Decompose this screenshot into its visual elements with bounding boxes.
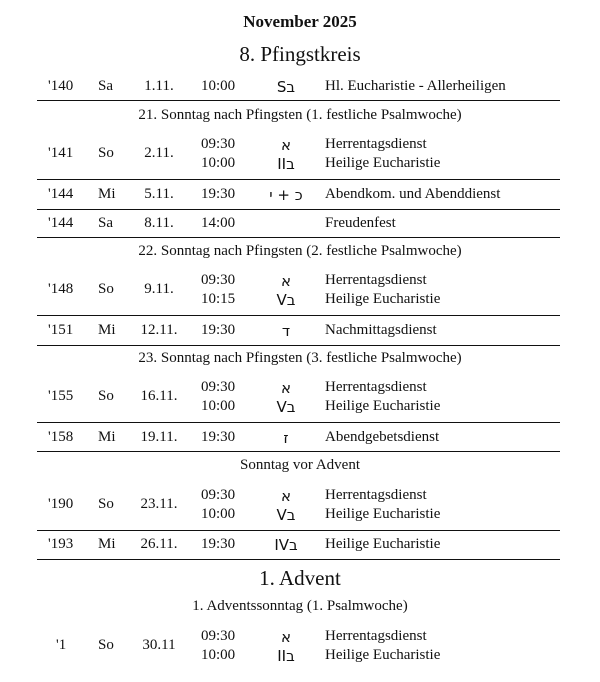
liturgy-symbol	[255, 291, 317, 310]
liturgy-symbol-text: בS	[276, 78, 296, 96]
service-number: '190	[48, 496, 74, 512]
date: 23.11.	[140, 496, 178, 512]
service-name: Abendkom. und Abenddienst	[325, 186, 501, 202]
liturgy-symbol-text: ז	[283, 429, 289, 447]
divider	[37, 315, 560, 316]
liturgy-symbol	[255, 136, 317, 155]
service-name: Heilige Eucharistie	[325, 398, 441, 414]
time: 09:30	[201, 379, 236, 395]
service-name: Heilige Eucharistie	[325, 536, 441, 552]
time: 19:30	[201, 429, 236, 445]
service-number: '193	[48, 536, 74, 552]
liturgy-symbol-text: בV	[276, 291, 296, 309]
service-name: Heilige Eucharistie	[325, 155, 441, 171]
week-title: 23. Sonntag nach Pfingsten (3. festliche Psalmwoche)	[138, 350, 462, 366]
liturgy-symbol	[255, 628, 317, 647]
liturgy-symbol-text: בV	[276, 398, 296, 416]
divider	[37, 345, 560, 346]
service-name: Abendgebetsdienst	[325, 429, 440, 445]
time: 10:00	[201, 647, 236, 663]
liturgy-symbol	[255, 322, 317, 341]
service-name: Herrentagsdienst	[325, 136, 427, 152]
service-name: Freudenfest	[325, 215, 396, 231]
liturgy-symbol	[255, 272, 317, 291]
liturgy-symbol	[255, 186, 317, 205]
week-title: 22. Sonntag nach Pfingsten (2. festliche Psalmwoche)	[138, 243, 462, 259]
time: 14:00	[201, 215, 236, 231]
week-title: Sonntag vor Advent	[240, 457, 360, 473]
season-title: 1. Advent	[259, 566, 341, 590]
liturgy-symbol-text: א	[280, 136, 292, 154]
divider	[37, 209, 560, 210]
divider	[37, 530, 560, 531]
weekday: Sa	[98, 78, 113, 94]
time: 09:30	[201, 487, 236, 503]
service-number: '148	[48, 281, 74, 297]
liturgy-symbol-text: בV	[276, 506, 296, 524]
service-name: Herrentagsdienst	[325, 379, 427, 395]
date: 12.11.	[140, 322, 178, 338]
divider	[37, 422, 560, 423]
liturgy-symbol-text: א	[280, 272, 292, 290]
time: 19:30	[201, 536, 236, 552]
date: 19.11.	[140, 429, 178, 445]
divider	[37, 179, 560, 180]
divider	[37, 451, 560, 452]
time: 19:30	[201, 322, 236, 338]
liturgy-symbol	[255, 536, 317, 555]
service-number: '155	[48, 388, 74, 404]
service-name: Hl. Eucharistie - Allerheiligen	[325, 78, 506, 94]
date: 26.11.	[140, 536, 178, 552]
divider	[37, 559, 560, 560]
liturgy-symbol-text: בII	[277, 155, 295, 173]
service-number: '1	[56, 637, 67, 653]
weekday: Mi	[98, 186, 116, 202]
service-name: Heilige Eucharistie	[325, 291, 441, 307]
liturgy-symbol	[255, 647, 317, 666]
date: 1.11.	[144, 78, 174, 94]
service-number: '144	[48, 215, 74, 231]
date: 2.11.	[144, 145, 174, 161]
service-number: '140	[48, 78, 74, 94]
time: 10:00	[201, 78, 236, 94]
time: 19:30	[201, 186, 236, 202]
liturgy-symbol-text: כ + י	[269, 186, 303, 204]
time: 10:15	[201, 291, 236, 307]
liturgy-symbol	[255, 78, 317, 97]
date: 30.11	[142, 637, 176, 653]
time: 10:00	[201, 398, 236, 414]
time: 09:30	[201, 272, 236, 288]
season-title: 8. Pfingstkreis	[239, 42, 361, 66]
weekday: So	[98, 145, 114, 161]
liturgy-symbol	[255, 379, 317, 398]
service-name: Herrentagsdienst	[325, 272, 427, 288]
service-name: Heilige Eucharistie	[325, 506, 441, 522]
weekday: Mi	[98, 536, 116, 552]
liturgy-symbol	[255, 429, 317, 448]
weekday: Sa	[98, 215, 113, 231]
divider	[37, 100, 560, 101]
liturgy-symbol	[255, 155, 317, 174]
liturgy-symbol-text: א	[280, 379, 292, 397]
liturgy-symbol-text: א	[280, 628, 292, 646]
date: 16.11.	[140, 388, 178, 404]
time: 10:00	[201, 155, 236, 171]
liturgy-symbol-text: א	[280, 487, 292, 505]
week-title: 21. Sonntag nach Pfingsten (1. festliche Psalmwoche)	[138, 107, 462, 123]
time: 09:30	[201, 628, 236, 644]
time: 09:30	[201, 136, 236, 152]
service-number: '141	[48, 145, 74, 161]
service-number: '151	[48, 322, 74, 338]
liturgy-symbol	[255, 506, 317, 525]
weekday: So	[98, 637, 114, 653]
service-name: Herrentagsdienst	[325, 628, 427, 644]
service-name: Herrentagsdienst	[325, 487, 427, 503]
date: 8.11.	[144, 215, 174, 231]
date: 5.11.	[144, 186, 174, 202]
liturgy-symbol	[255, 487, 317, 506]
weekday: Mi	[98, 429, 116, 445]
month-title: November 2025	[243, 12, 357, 31]
liturgy-symbol	[255, 398, 317, 417]
liturgy-symbol-text: בII	[277, 647, 295, 665]
liturgy-symbol-text: בIV	[274, 536, 298, 554]
service-number: '144	[48, 186, 74, 202]
weekday: So	[98, 496, 114, 512]
service-name: Heilige Eucharistie	[325, 647, 441, 663]
week-title: 1. Adventssonntag (1. Psalmwoche)	[192, 598, 408, 614]
weekday: So	[98, 388, 114, 404]
weekday: Mi	[98, 322, 116, 338]
service-name: Nachmittagsdienst	[325, 322, 437, 338]
weekday: So	[98, 281, 114, 297]
service-number: '158	[48, 429, 74, 445]
time: 10:00	[201, 506, 236, 522]
date: 9.11.	[144, 281, 174, 297]
divider	[37, 237, 560, 238]
liturgy-symbol-text: ד	[281, 322, 291, 340]
